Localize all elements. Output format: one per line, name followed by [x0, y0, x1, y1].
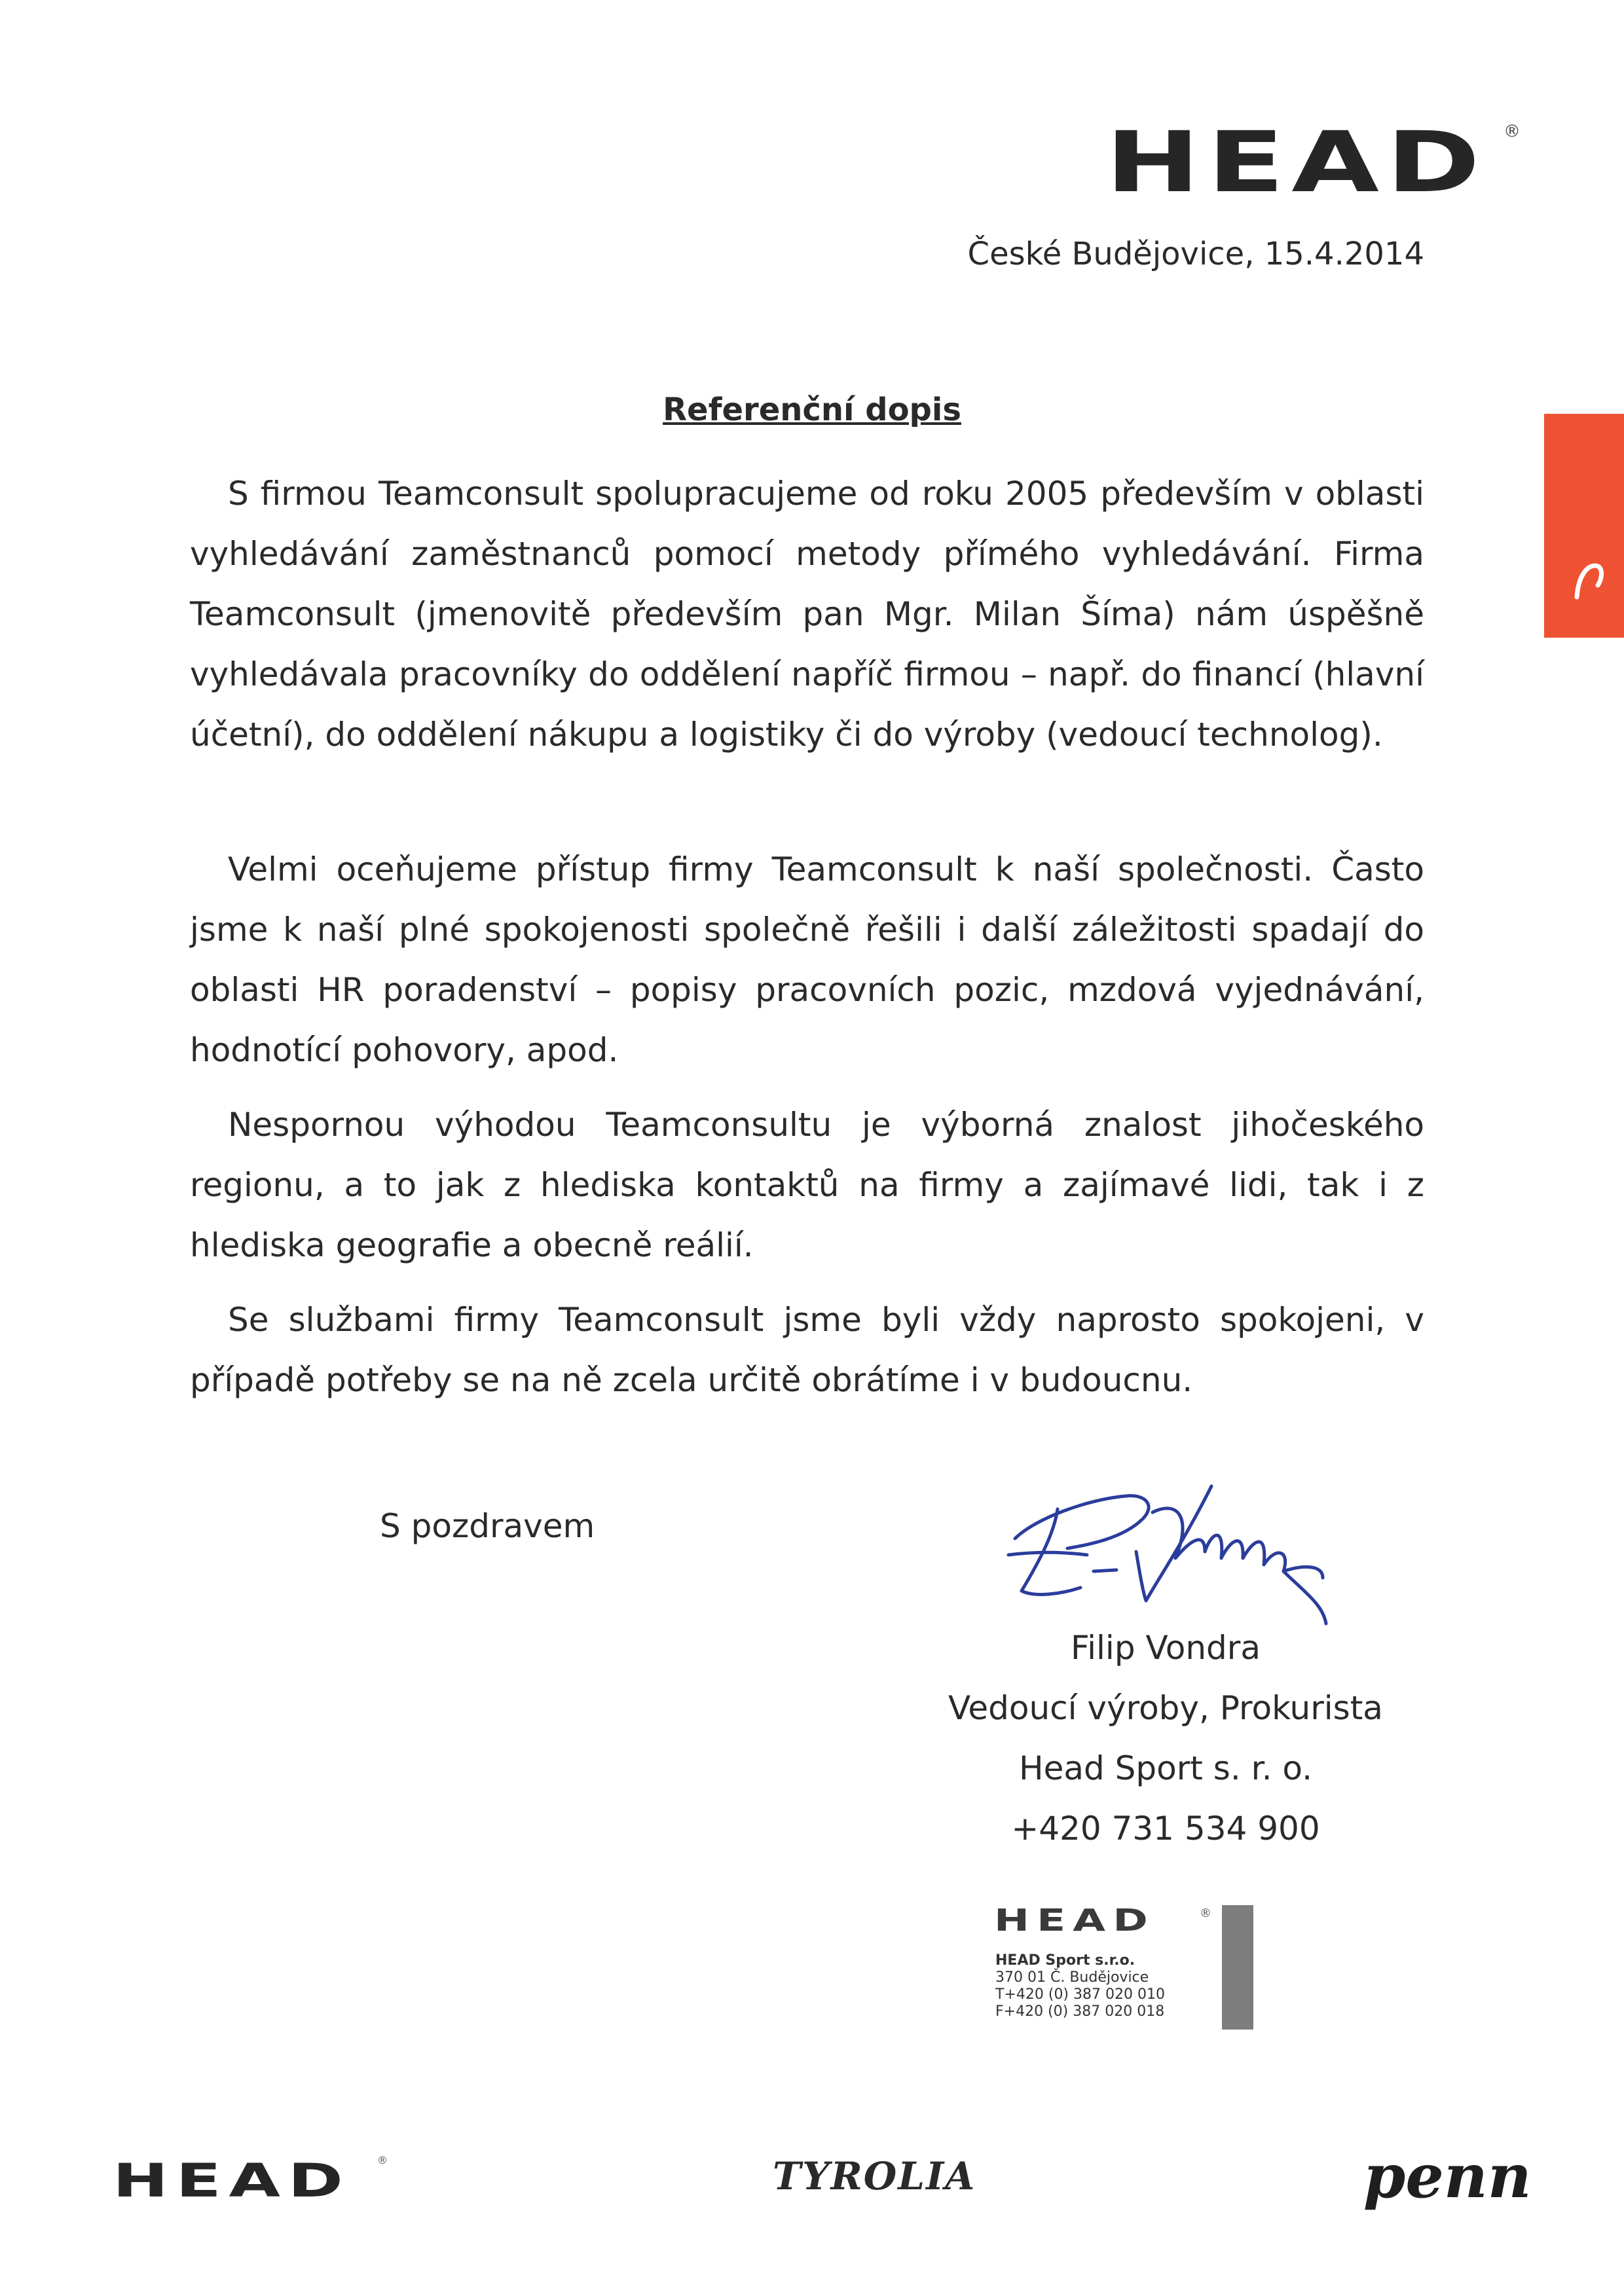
place-date: České Budějovice, 15.4.2014	[967, 236, 1424, 272]
signatory-name: Filip Vondra	[1071, 1629, 1261, 1667]
body-paragraph: S firmou Teamconsult spolupracujeme od roku 2005 především v oblasti vyhledávání zaměstnanců pomocí metody přímého vyhledávání. Firma Teamconsult (jmenovitě především pan Mgr. Milan Šíma) nám úspěšně vyhledávala pracovníky do oddělení napříč firmou – např. do financí (hlavní účetní), do oddělení nákupu a logistiky či do výroby (vedoucí technolog).	[190, 475, 1424, 754]
letter-title: Referenční dopis	[663, 392, 961, 428]
stamp-line: 370 01 Č. Budějovice	[995, 1969, 1149, 1986]
body-paragraph: Nespornou výhodou Teamconsultu je výborná znalost jihočeského regionu, a to jak z hlediska kontaktů na firmy a zajímavé lidi, tak i z hlediska geografie a obecně reálií.	[190, 1106, 1424, 1264]
body-paragraph: Se službami firmy Teamconsult jsme byli vždy naprosto spokojeni, v případě potřeby se na ně zcela určitě obrátíme i v budoucnu.	[190, 1301, 1424, 1399]
head-brand-icon	[1569, 558, 1608, 604]
stamp-registered-mark: ®	[1200, 1906, 1211, 1920]
head-logo: HEAD	[1105, 114, 1488, 211]
signatory-company: Head Sport s. r. o.	[1019, 1749, 1312, 1787]
signatory-phone: +420 731 534 900	[1011, 1810, 1320, 1848]
stamp-brand-bar	[1222, 1905, 1253, 2030]
handwritten-signature	[995, 1460, 1362, 1630]
side-brand-tab	[1544, 414, 1624, 638]
stamp-line: T+420 (0) 387 020 010	[995, 1986, 1165, 2003]
body-paragraph: Velmi oceňujeme přístup firmy Teamconsult k naší společnosti. Často jsme k naší plné spokojenosti společně řešili i další záležitosti spadají do oblasti HR poradenství – popisy pracovních pozic, mzdová vyjednávání, hodnotící pohovory, apod.	[190, 850, 1424, 1069]
stamp-line: F+420 (0) 387 020 018	[995, 2003, 1165, 2020]
footer-penn-logo: penn	[1363, 2141, 1532, 2212]
closing: S pozdravem	[380, 1507, 595, 1545]
signatory-role: Vedoucí výroby, Prokurista	[948, 1689, 1383, 1727]
company-stamp	[994, 1905, 1263, 2036]
stamp-line: HEAD Sport s.r.o.	[995, 1952, 1135, 1969]
footer-registered-mark: ®	[377, 2154, 388, 2166]
footer-head-logo: HEAD	[113, 2154, 351, 2208]
footer-tyrolia-logo: TYROLIA	[773, 2154, 976, 2198]
registered-mark: ®	[1504, 122, 1521, 141]
stamp-logo: HEAD	[994, 1903, 1156, 1938]
